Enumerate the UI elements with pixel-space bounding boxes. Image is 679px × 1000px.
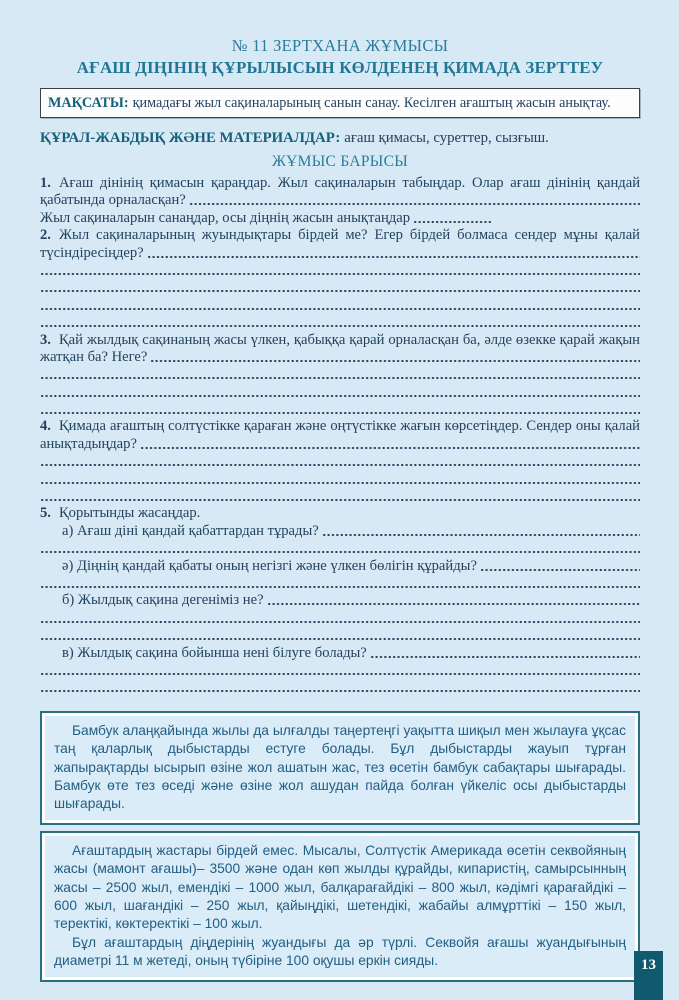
answer-dots [150, 349, 640, 366]
answer-dots-line [40, 679, 640, 696]
info-box-bamboo [40, 711, 640, 825]
answer-dots [189, 192, 640, 209]
answer-dots-line [40, 610, 640, 627]
goal-label: МАҚСАТЫ: [48, 95, 129, 111]
question-text: в) Жылдық сақина бойынша нені білуге болады? [62, 644, 367, 661]
goal-text: қимадағы жыл сақиналарының санын санау. Кесілген ағаштың жасын анықтау. [132, 95, 611, 111]
procedure-heading: ЖҰМЫС БАРЫСЫ [271, 153, 409, 170]
page-number: 13 [641, 957, 656, 973]
answer-dots [40, 384, 640, 401]
question-line [40, 245, 640, 262]
answer-dots [40, 540, 640, 557]
question-number: 1. [40, 175, 51, 191]
question-line [40, 192, 640, 209]
answer-dots [40, 297, 640, 314]
info-paragraph: Бамбук алаңқайында жылы да ылғалды таңертеңгі уақытта шиқыл мен жылауға ұқсас таң қаларлық дыбыстарды естуге болады. Бұл дыбыстарды жауып тұрған жапырақтарды ысырып өзіне жол ашатын жас, тез өсетін бамбук сабақтары шығарады. Бамбук өте тез өседі және өзіне жол ашудан пайда болған үйкеліс осы дыбыстарды шығарады. [54, 722, 626, 812]
answer-dots [322, 523, 640, 540]
answer-dots [147, 245, 640, 262]
answer-dots [40, 453, 640, 470]
page-content [40, 36, 640, 982]
answer-dots-line [40, 627, 640, 644]
question-text: Қимада ағаштың солтүстікке қараған және оңтүстікке жағын көрсетіңдер. Сендер оны қалай [58, 418, 640, 435]
question-line [40, 436, 640, 453]
answer-dots [40, 262, 640, 279]
equipment-line [40, 129, 640, 147]
answer-dots [40, 471, 640, 488]
answer-dots-line [40, 471, 640, 488]
lab-number-title: № 11 ЗЕРТХАНА ЖҰМЫСЫ [231, 36, 449, 55]
answer-dots-line [40, 401, 640, 418]
answer-dots-line [40, 453, 640, 470]
question-line [40, 418, 640, 435]
question-line [40, 349, 640, 366]
answer-dots [413, 210, 491, 227]
question-line [40, 558, 640, 575]
equipment-label: ҚҰРАЛ-ЖАБДЫҚ ЖӘНЕ МАТЕРИАЛДАР: [40, 130, 341, 146]
question-number: 5. [40, 505, 51, 522]
page-number-tab [634, 951, 663, 1000]
goal-box [40, 88, 640, 118]
answer-dots [370, 645, 640, 662]
answer-dots-line [40, 575, 640, 592]
answer-dots [480, 558, 640, 575]
procedure-questions [40, 175, 640, 697]
answer-dots [40, 679, 640, 696]
question-text: а) Ағаш діні қандай қабаттардан тұрады? [62, 522, 319, 539]
question-text: түсіндіресіңдер? [40, 244, 144, 261]
answer-dots-line [40, 262, 640, 279]
question-text: Қорытынды жасаңдар. [58, 505, 201, 522]
question-text: Жыл сақиналарын санаңдар, осы діңнің жасын анықтаңдар [40, 209, 411, 226]
question-text: Жыл сақиналарының жуындықтары бірдей ме? Егер бірдей болмаса сендер мұны қалай [58, 227, 640, 244]
answer-dots-line [40, 662, 640, 679]
answer-dots [40, 627, 640, 644]
answer-dots [40, 662, 640, 679]
question-text: Ағаш дінінің қимасын қараңдар. Жыл сақиналарын табыңдар. Олар ағаш дінінің қандай [58, 175, 640, 191]
answer-dots-line [40, 540, 640, 557]
answer-dots [40, 279, 640, 296]
answer-dots [40, 366, 640, 383]
equipment-text: ағаш қимасы, суреттер, сызғыш. [344, 130, 549, 146]
answer-dots-line [40, 279, 640, 296]
question-text: Қай жылдық сақинаның жасы үлкен, қабыққа қарай орналасқан ба, әлде өзекке қарай жақын [58, 331, 640, 348]
answer-dots-line [40, 314, 640, 331]
answer-dots-line [40, 384, 640, 401]
answer-dots [267, 592, 640, 609]
page-title: АҒАШ ДІҢІНІҢ ҚҰРЫЛЫСЫН КӨЛДЕНЕҢ ҚИМАДА ЗЕРТТЕУ [76, 58, 604, 77]
question-text: ә) Діңнің қандай қабаты оның негізгі және үлкен бөлігін құрайды? [62, 557, 477, 574]
info-box-tree-age [40, 831, 640, 982]
question-line [40, 523, 640, 540]
question-line [40, 592, 640, 609]
question-text: жатқан ба? Неге? [40, 348, 148, 365]
question-line [40, 210, 640, 227]
info-paragraph: Ағаштардың жастары бірдей емес. Мысалы, Солтүстік Америкада өсетін секвойяның жасы (мамонт ағашы)– 3500 және одан көп жылды құрайды, кипаристің, самырсынның жасы – 2500 жыл, емендікі – 1000 жыл, балқарағайдікі – 800 жыл, кәдімгі қарағайдікі – 600 жыл, шағандікі – 250 жыл, қайыңдікі, шетендікі, жабайы алмұрттікі – 150 жыл, теректікі, көктеректікі – 100 жыл. [54, 842, 626, 932]
question-text: б) Жылдық сақина дегеніміз не? [62, 592, 264, 609]
question-text: қабатында орналасқан? [40, 192, 186, 209]
answer-dots [40, 488, 640, 505]
answer-dots-line [40, 297, 640, 314]
answer-dots [40, 401, 640, 418]
answer-dots [40, 610, 640, 627]
answer-dots [40, 575, 640, 592]
question-text: анықтадыңдар? [40, 435, 137, 452]
answer-dots [140, 436, 640, 453]
answer-dots-line [40, 488, 640, 505]
answer-dots-line [40, 366, 640, 383]
question-number: 4. [40, 418, 51, 435]
answer-dots [40, 314, 640, 331]
question-line [40, 227, 640, 244]
question-line [40, 505, 640, 522]
info-paragraph: Бұл ағаштардың діңдерінің жуандығы да әр түрлі. Секвойя ағашы жуандығының диаметрі 11 м жетеді, оның түбіріне 100 оқушы еркін сияды. [54, 934, 626, 969]
question-line [40, 645, 640, 662]
question-number: 3. [40, 331, 51, 348]
question-line [40, 332, 640, 349]
question-number: 2. [40, 227, 51, 244]
question-line [40, 175, 640, 192]
